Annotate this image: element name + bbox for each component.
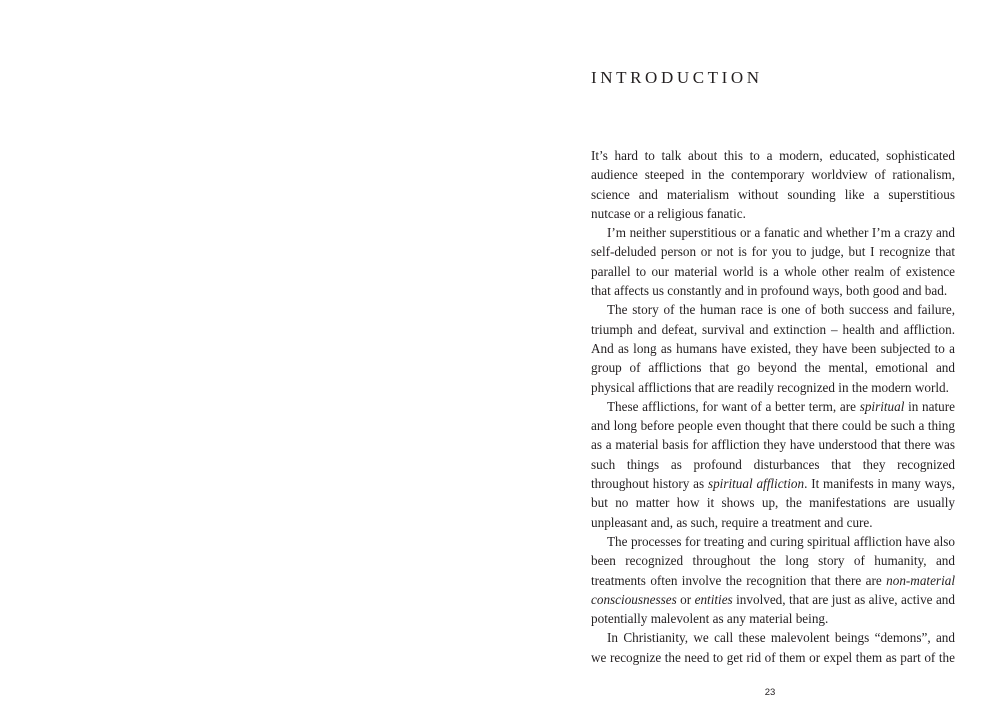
paragraph [591, 146, 955, 223]
text-run: These afflictions, for want of a better term, are [607, 398, 860, 414]
text-run: It’s hard to talk about this to a modern, educated, sophisticated audience steeped in the contemporary worldview of rationalism, science and materialism without sounding like a superstitious nutcase or a religious fanatic. [591, 148, 955, 221]
text-run: in nature and long before people even thought that there could be such a thing as a material basis for affliction they have understood that there was such things as profound disturbances that they recognized throughout history as [591, 398, 955, 492]
paragraph [591, 223, 955, 300]
text-run: The processes for treating and curing spiritual affliction have also been recognized throughout the long story of humanity, and treatments often involve the recognition that there are [591, 533, 955, 588]
paragraph [591, 532, 955, 628]
text-run: The story of the human race is one of both success and failure, triumph and defeat, survival and extinction – health and affliction. And as long as humans have existed, they have been subjected to a group of afflictions that go beyond the mental, emotional and physical afflictions that are readily recognized in the modern world. [591, 302, 955, 395]
text-run: . It manifests in many ways, but no matter how it shows up, the manifestations are usually unpleasant and, as such, require a treatment and cure. [591, 476, 955, 530]
text-run: involved, that are just as alive, active and potentially malevolent as any material being. [591, 591, 955, 627]
emphasis: entities [694, 591, 733, 607]
text-run: I’m neither superstitious or a fanatic and whether I’m a crazy and self-deluded person or not is for you to judge, but I recognize that parallel to our material world is a whole other realm of existence that affects us constantly and in profound ways, both good and bad. [591, 225, 955, 299]
paragraph [591, 628, 955, 667]
emphasis: spiritual affliction [707, 476, 805, 492]
paragraph [591, 300, 955, 396]
page-number: 23 [764, 687, 776, 698]
emphasis: spiritual [859, 398, 905, 414]
body-text [591, 146, 955, 667]
paragraph [591, 397, 955, 532]
chapter-title: INTRODUCTION [591, 68, 763, 87]
text-run: or [676, 591, 695, 607]
text-run: In Christianity, we call these malevolent beings “demons”, and we recognize the need to get rid of them or expel them as part of the [591, 630, 955, 665]
emphasis: non-material consciousnesses [591, 572, 955, 607]
